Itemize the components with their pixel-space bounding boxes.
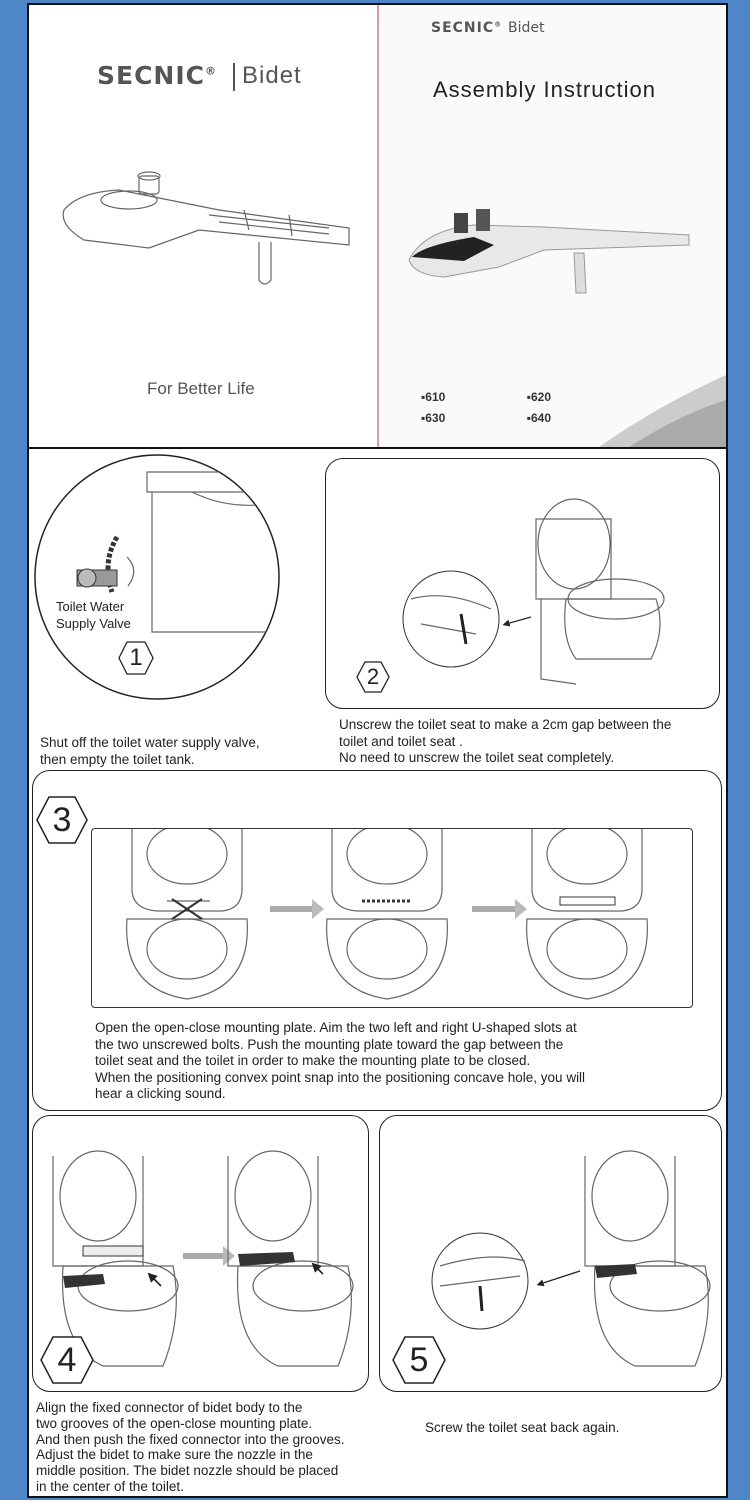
- step4-number: 4: [40, 1335, 94, 1385]
- header-logo: SECNIC® Bidet: [431, 20, 545, 36]
- product-name: Bidet: [242, 62, 302, 89]
- cover-frame: [27, 3, 728, 449]
- model-640: ▪640: [526, 411, 551, 425]
- step5-text: Screw the toilet seat back again.: [425, 1420, 620, 1435]
- step5-number: 5: [392, 1335, 446, 1385]
- slogan: For Better Life: [147, 379, 255, 398]
- step3-illustration: [92, 829, 692, 1007]
- model-610: ▪610: [421, 390, 446, 404]
- step4-text: Align the fixed connector of bidet body to the two grooves of the open-close mounting plate. And then push the fixed connector into the grooves. Adjust the bidet to make sure the nozzle in the middle position. The bidet nozzle should be placed in the center of the toilet.: [36, 1400, 345, 1494]
- decorative-swoosh: [379, 5, 726, 447]
- model-620: ▪620: [526, 390, 551, 404]
- bidet-sketch-illustration: [59, 170, 359, 300]
- step1-number: 1: [118, 640, 154, 676]
- valve-label: Toilet Water Supply Valve: [56, 599, 131, 631]
- cover-right-page: [379, 5, 726, 447]
- model-list: [421, 387, 551, 429]
- cover-left-page: [29, 5, 377, 447]
- step1-text: Shut off the toilet water supply valve, then empty the toilet tank.: [40, 735, 260, 767]
- model-630: ▪630: [421, 411, 446, 425]
- step2-number: 2: [356, 660, 390, 694]
- step3-illustration-box: [91, 828, 693, 1008]
- brand-logo: SECNIC®: [97, 61, 218, 90]
- cover-title: Assembly Instruction: [433, 77, 656, 102]
- logo-divider: [233, 63, 235, 91]
- step2-text: Unscrew the toilet seat to make a 2cm gap between the toilet and toilet seat . No need to unscrew the toilet seat completely.: [339, 717, 672, 765]
- step3-text: Open the open-close mounting plate. Aim the two left and right U-shaped slots at the two unscrewed bolts. Push the mounting plate toward the gap between the toilet seat and the toilet in order to make the mounting plate to be closed. When the positioning convex point snap into the positioning concave hole, you will hear a clicking sound.: [95, 1020, 586, 1101]
- step3-number: 3: [36, 795, 88, 845]
- step1-illustration: [32, 452, 282, 702]
